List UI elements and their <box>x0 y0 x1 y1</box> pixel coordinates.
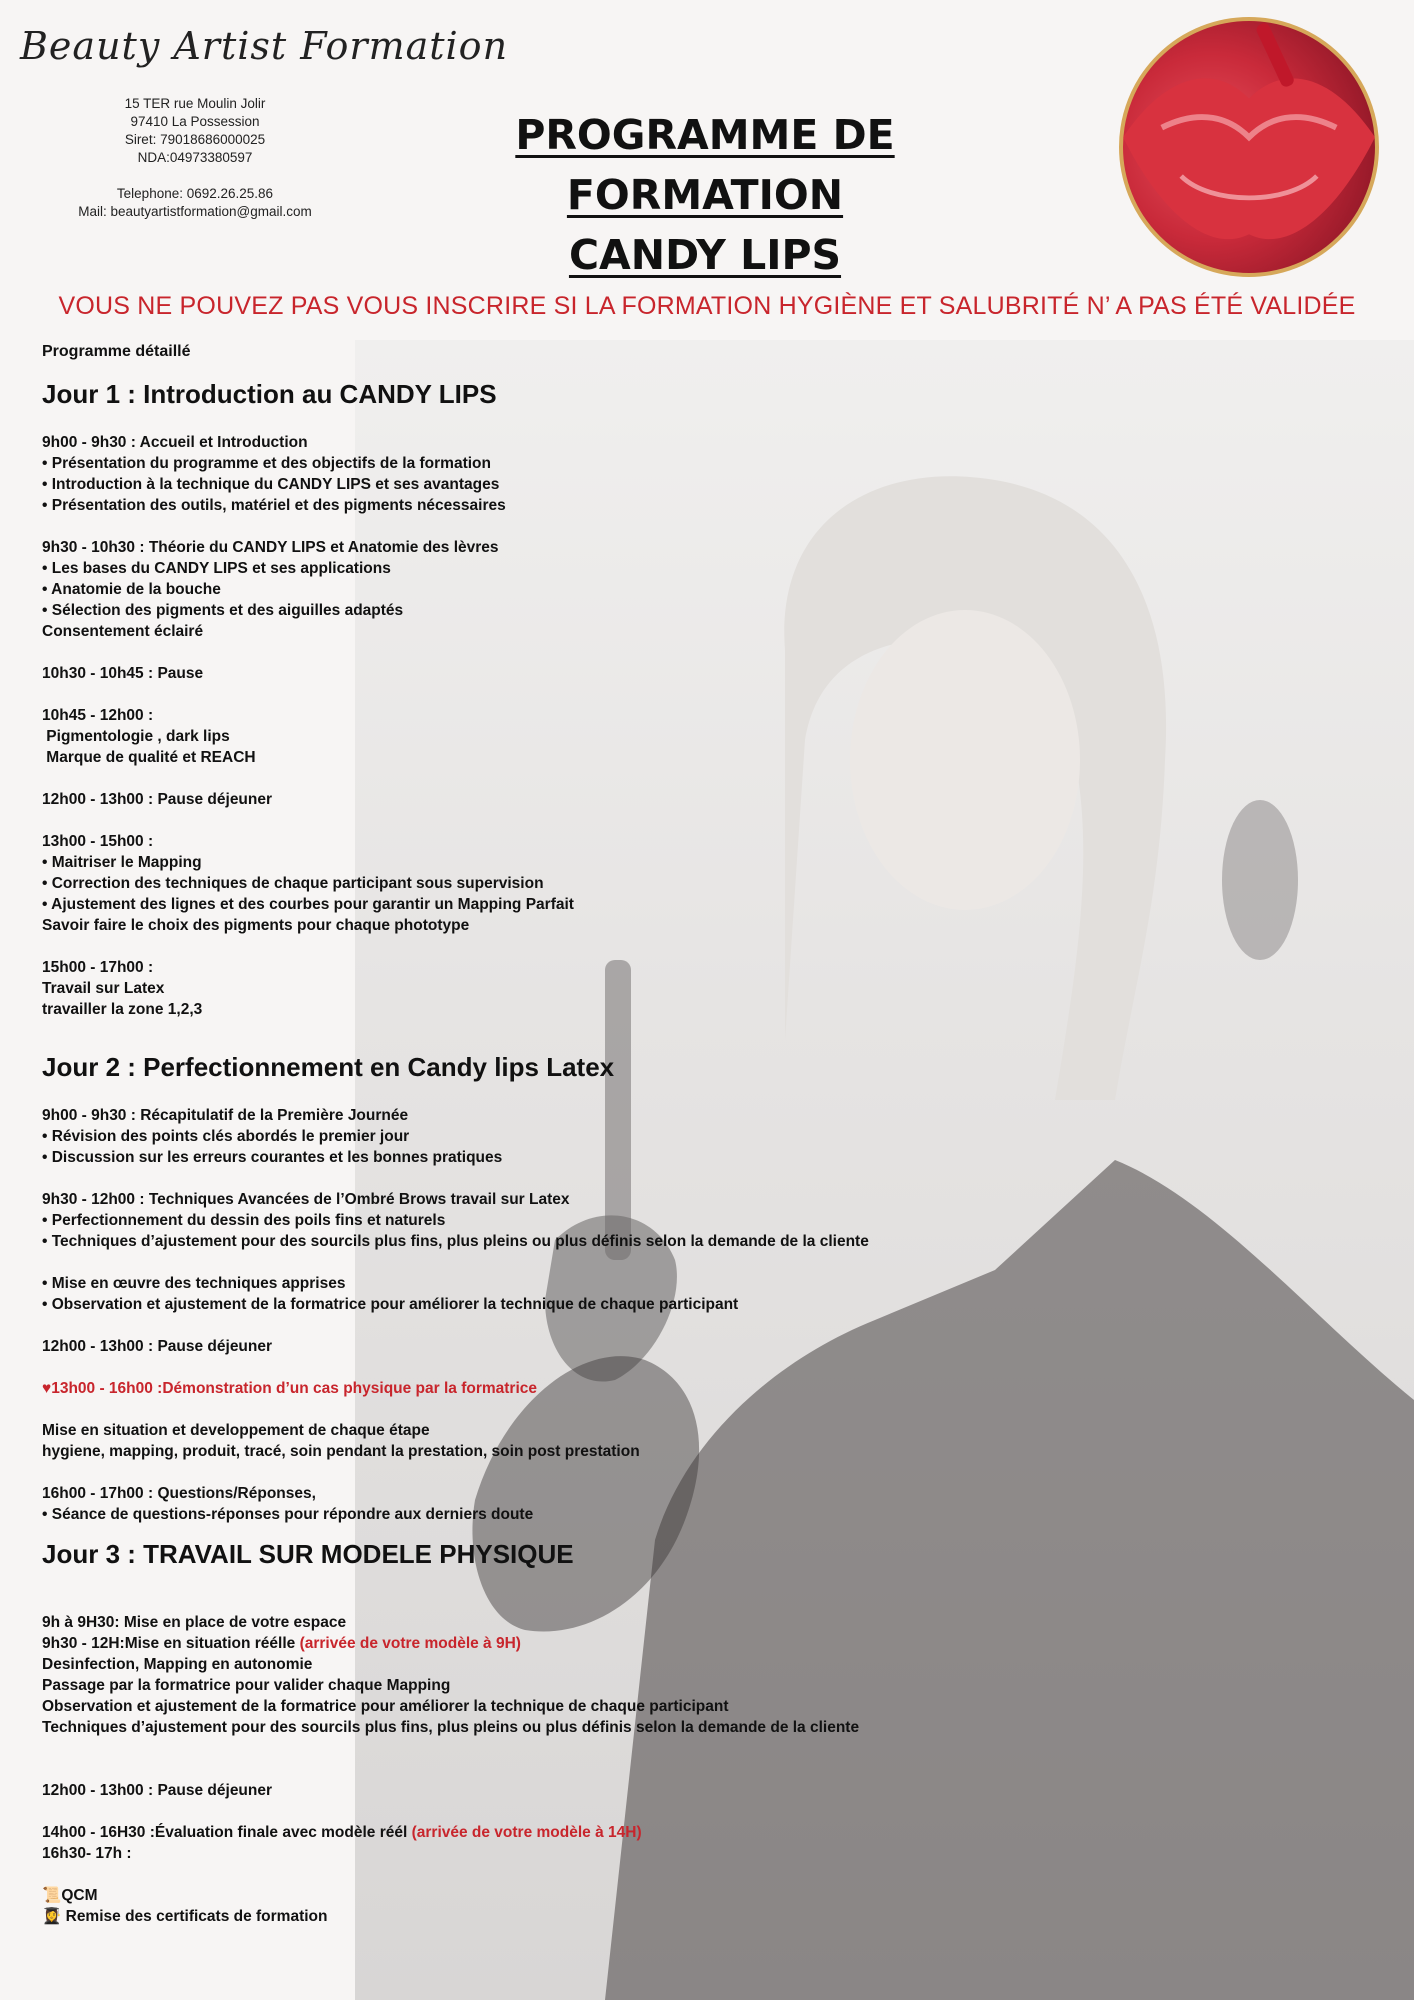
arrival-note: (arrivée de votre modèle à 9H) <box>299 1635 521 1652</box>
schedule-block <box>42 537 1042 642</box>
session-text: 9h30 - 12H:Mise en situation réélle <box>42 1635 300 1652</box>
schedule-line <box>42 1633 1042 1654</box>
title-line-2: CANDY LIPS <box>568 231 842 279</box>
schedule-line: • Sélection des pigments et des aiguilles adaptés <box>42 602 404 619</box>
arrival-note: (arrivée de votre modèle à 14H) <box>411 1824 642 1841</box>
phone-line: Telephone: 0692.26.25.86 <box>116 186 274 201</box>
schedule-line: • Discussion sur les erreurs courantes et les bonnes pratiques <box>42 1149 503 1166</box>
schedule-line: • Présentation des outils, matériel et des pigments nécessaires <box>42 497 506 514</box>
scroll-icon: 📜 <box>42 1887 62 1904</box>
nda-line: NDA:04973380597 <box>137 150 253 165</box>
schedule-line: 15h00 - 17h00 : <box>42 959 154 976</box>
contact-info <box>55 95 335 221</box>
schedule-block <box>42 1189 1042 1252</box>
schedule-block <box>42 1885 1042 1927</box>
siret-line: Siret: 79018686000025 <box>124 132 266 147</box>
schedule-line: 9h00 - 9h30 : Accueil et Introduction <box>42 434 308 451</box>
demo-text: 13h00 - 16h00 :Démonstration d’un cas physique par la formatrice <box>51 1380 538 1397</box>
schedule-block <box>42 1273 1042 1315</box>
schedule-line: Observation et ajustement de la formatrice pour améliorer la technique de chaque participant <box>42 1698 729 1715</box>
schedule-line: Savoir faire le choix des pigments pour chaque phototype <box>42 917 470 934</box>
schedule-block <box>42 1780 1042 1801</box>
schedule-line: Mise en situation et developpement de chaque étape <box>42 1422 430 1439</box>
day-heading: Jour 2 : Perfectionnement en Candy lips Latex <box>42 1052 615 1082</box>
schedule-line: 9h30 - 10h30 : Théorie du CANDY LIPS et Anatomie des lèvres <box>42 539 499 556</box>
graduate-icon: 👩‍🎓 <box>42 1908 62 1925</box>
schedule-line: • Maitriser le Mapping <box>42 854 202 871</box>
schedule-line: Travail sur Latex <box>42 980 165 997</box>
schedule-line: 13h00 - 15h00 : <box>42 833 154 850</box>
schedule-block <box>42 1420 1042 1462</box>
schedule-line: • Correction des techniques de chaque participant sous supervision <box>42 875 544 892</box>
brand-logo: Beauty Artist Formation <box>20 24 509 68</box>
schedule-block <box>42 705 1042 768</box>
schedule-block <box>42 1822 1042 1864</box>
schedule-line: hygiene, mapping, produit, tracé, soin pendant la prestation, soin post prestation <box>42 1443 640 1460</box>
schedule-line: 12h00 - 13h00 : Pause déjeuner <box>42 791 273 808</box>
schedule-block <box>42 1105 1042 1168</box>
heart-icon: ♥ <box>42 1380 52 1397</box>
demo-line <box>42 1378 1042 1399</box>
schedule-block <box>42 1483 1042 1525</box>
schedule-line: 9h à 9H30: Mise en place de votre espace <box>42 1614 347 1631</box>
address-line: 97410 La Possession <box>130 114 260 129</box>
day-heading: Jour 1 : Introduction au CANDY LIPS <box>42 379 497 409</box>
schedule-line: • Anatomie de la bouche <box>42 581 221 598</box>
schedule-line: • Mise en œuvre des techniques apprises <box>42 1275 346 1292</box>
schedule-line: 12h00 - 13h00 : Pause déjeuner <box>42 1782 273 1799</box>
schedule-line: 9h00 - 9h30 : Récapitulatif de la Première Journée <box>42 1107 409 1124</box>
schedule-line: • Introduction à la technique du CANDY LIPS et ses avantages <box>42 476 500 493</box>
schedule-line: 10h30 - 10h45 : Pause <box>42 665 204 682</box>
demo-block <box>42 1378 1042 1399</box>
schedule-block <box>42 1336 1042 1357</box>
schedule-line: • Ajustement des lignes et des courbes pour garantir un Mapping Parfait <box>42 896 574 913</box>
schedule-block <box>42 432 1042 516</box>
qcm-text: QCM <box>61 1887 98 1904</box>
program-content <box>42 343 1042 1948</box>
schedule-line: • Révision des points clés abordés le premier jour <box>42 1128 410 1145</box>
schedule-line: • Séance de questions-réponses pour répondre aux derniers doute <box>42 1506 534 1523</box>
mail-line: Mail: beautyartistformation@gmail.com <box>78 204 312 219</box>
schedule-line: travailler la zone 1,2,3 <box>42 1001 203 1018</box>
schedule-line: Techniques d’ajustement pour des sourcils plus fins, plus pleins ou plus définis selon la demande de la cliente <box>42 1719 860 1736</box>
schedule-line: Consentement éclairé <box>42 623 204 640</box>
evaluation-text: 14h00 - 16H30 :Évaluation finale avec modèle réél <box>42 1824 412 1841</box>
schedule-line <box>42 1822 1042 1843</box>
schedule-line: 10h45 - 12h00 : <box>42 707 154 724</box>
schedule-line: 16h30- 17h : <box>42 1845 132 1862</box>
title-line-1: PROGRAMME DE FORMATION <box>515 111 895 219</box>
page-title <box>380 105 1030 285</box>
schedule-line: Pigmentologie , dark lips <box>42 728 230 745</box>
schedule-line: Desinfection, Mapping en autonomie <box>42 1656 313 1673</box>
schedule-block <box>42 1612 1042 1738</box>
schedule-line: 9h30 - 12h00 : Techniques Avancées de l’Ombré Brows travail sur Latex <box>42 1191 570 1208</box>
certificate-text: Remise des certificats de formation <box>61 1908 328 1925</box>
lips-photo <box>1119 17 1379 277</box>
day-heading: Jour 3 : TRAVAIL SUR MODELE PHYSIQUE <box>42 1539 574 1569</box>
schedule-line <box>42 1906 1042 1927</box>
schedule-block <box>42 789 1042 810</box>
schedule-block <box>42 831 1042 936</box>
schedule-line: Marque de qualité et REACH <box>42 749 256 766</box>
schedule-line: • Observation et ajustement de la formatrice pour améliorer la technique de chaque participant <box>42 1296 739 1313</box>
schedule-line: • Les bases du CANDY LIPS et ses applications <box>42 560 391 577</box>
program-label: Programme détaillé <box>42 343 191 360</box>
schedule-line: • Techniques d’ajustement pour des sourcils plus fins, plus pleins ou plus définis selon la demande de la cliente <box>42 1233 869 1250</box>
schedule-line: • Perfectionnement du dessin des poils fins et naturels <box>42 1212 446 1229</box>
hygiene-warning: VOUS NE POUVEZ PAS VOUS INSCRIRE SI LA FORMATION HYGIÈNE ET SALUBRITÉ N’ A PAS ÉTÉ VALIDÉE <box>58 292 1356 320</box>
schedule-line: 16h00 - 17h00 : Questions/Réponses, <box>42 1485 316 1502</box>
schedule-line <box>42 1885 1042 1906</box>
schedule-line: Passage par la formatrice pour valider chaque Mapping <box>42 1677 451 1694</box>
address-line: 15 TER rue Moulin Jolir <box>124 96 266 111</box>
schedule-block <box>42 663 1042 684</box>
schedule-line: 12h00 - 13h00 : Pause déjeuner <box>42 1338 273 1355</box>
schedule-block <box>42 957 1042 1020</box>
schedule-line: • Présentation du programme et des objectifs de la formation <box>42 455 491 472</box>
